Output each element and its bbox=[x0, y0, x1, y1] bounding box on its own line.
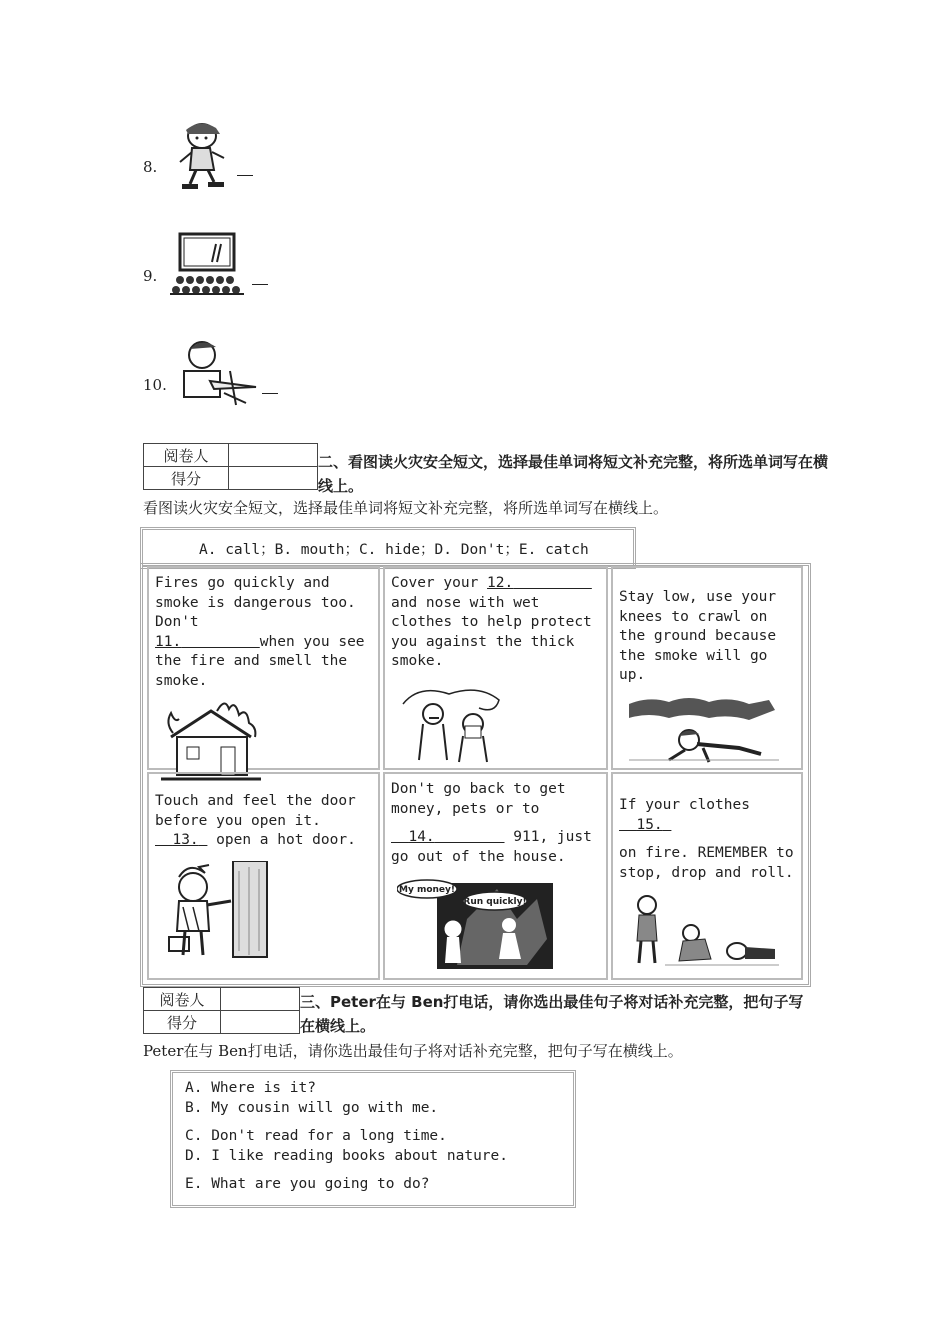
blank-12[interactable]: 12. bbox=[487, 575, 514, 591]
reading-cell-2 bbox=[383, 566, 608, 770]
reviewer-label: 阅卷人 bbox=[144, 988, 221, 1011]
blank-11[interactable]: 11. bbox=[155, 633, 182, 650]
section-2-heading: 二、看图读火灾安全短文，选择最佳单词将短文补充完整，将所选单词写在横线上。 bbox=[318, 453, 829, 495]
cell-text: 911, just go out of the house. bbox=[391, 829, 592, 865]
section-3-heading: 三、Peter在与 Ben打电话，请你选出最佳句子将对话补充完整，把句子写在横线上。 bbox=[300, 993, 804, 1035]
reading-cell-4 bbox=[147, 772, 380, 980]
cell-text: Fires go quickly and smoke is dangerous too. Don't bbox=[155, 575, 356, 630]
score-field[interactable] bbox=[229, 467, 318, 490]
blank-14-line bbox=[391, 829, 408, 845]
cell-text: Don't go back to get money, pets or to bbox=[391, 781, 566, 817]
item-number: 8. bbox=[143, 158, 158, 176]
stop-drop-roll-icon bbox=[625, 893, 779, 971]
section-3-instruction: Peter在与 Ben打电话，请你选出最佳句子将对话补充完整，把句子写在横线上。 bbox=[143, 1042, 683, 1060]
item-number: 9. bbox=[143, 267, 158, 285]
reviewer-field[interactable] bbox=[229, 444, 318, 467]
cell-text: on fire. REMEMBER to stop, drop and roll. bbox=[619, 845, 794, 881]
sentence-options-frame bbox=[170, 1070, 576, 1208]
boy-touching-door-icon bbox=[159, 861, 279, 959]
blank-12-line bbox=[513, 575, 592, 591]
cinema-screen-icon bbox=[168, 232, 248, 300]
cell-text: Touch and feel the door before you open it. bbox=[155, 793, 356, 829]
score-label: 得分 bbox=[144, 467, 229, 490]
score-box bbox=[143, 443, 318, 490]
reviewer-label: 阅卷人 bbox=[144, 444, 229, 467]
blank-14-line bbox=[435, 829, 505, 845]
cell-text: If your clothes bbox=[619, 797, 750, 813]
reviewer-field[interactable] bbox=[221, 988, 300, 1011]
blank-15-line bbox=[619, 817, 636, 833]
blank-15-line bbox=[663, 817, 672, 833]
reading-cell-5 bbox=[383, 772, 608, 980]
cell-text: and nose with wet clothes to help protect you against the thick smoke. bbox=[391, 594, 592, 669]
score-field[interactable] bbox=[221, 1011, 300, 1034]
boy-with-model-plane-icon bbox=[180, 337, 260, 411]
option-c: C. Don't read for a long time. bbox=[185, 1128, 447, 1144]
reading-cell-6 bbox=[611, 772, 803, 980]
word-options: A. call；B. mouth；C. hide；D. Don't；E. catch bbox=[199, 542, 589, 558]
cell-text: when you see the fire and smell the smoke. bbox=[155, 633, 365, 689]
child-crawling-under-smoke-icon bbox=[629, 696, 779, 766]
reading-cell-1 bbox=[147, 566, 380, 770]
blank-13-line bbox=[155, 832, 172, 848]
cell-text: open a hot door. bbox=[216, 832, 356, 848]
cell-text: Stay low, use your knees to crawl on the ground because the smoke will go up. bbox=[619, 589, 777, 683]
people-covering-face-icon bbox=[399, 684, 509, 764]
rollerskating-girl-icon bbox=[170, 118, 232, 194]
score-box bbox=[143, 987, 300, 1034]
item-number: 10. bbox=[143, 376, 167, 394]
run-quickly-comic-icon bbox=[397, 879, 553, 971]
answer-blank[interactable] bbox=[262, 393, 278, 394]
section-2-instruction: 看图读火灾安全短文，选择最佳单词将短文补充完整，将所选单词写在横线上。 bbox=[143, 499, 669, 517]
bubble-my-money: My money! bbox=[399, 885, 455, 895]
blank-15[interactable]: 15. bbox=[636, 816, 663, 833]
reading-cell-3 bbox=[611, 566, 803, 770]
blank-13[interactable]: 13. bbox=[172, 832, 199, 848]
blank-11-line bbox=[181, 634, 260, 650]
option-e: E. What are you going to do? bbox=[185, 1176, 430, 1192]
blank-13-line bbox=[199, 832, 208, 848]
option-d: D. I like reading books about nature. bbox=[185, 1147, 509, 1164]
score-label: 得分 bbox=[144, 1011, 221, 1034]
blank-14[interactable]: 14. bbox=[408, 829, 435, 845]
option-b: B. My cousin will go with me. bbox=[185, 1099, 439, 1116]
option-a: A. Where is it? bbox=[185, 1080, 316, 1096]
sentence-options bbox=[185, 1079, 508, 1195]
answer-blank[interactable] bbox=[252, 284, 268, 285]
answer-blank[interactable] bbox=[237, 175, 253, 176]
bubble-run-quickly: Run quickly! bbox=[463, 897, 527, 907]
cell-text: Cover your bbox=[391, 575, 479, 591]
